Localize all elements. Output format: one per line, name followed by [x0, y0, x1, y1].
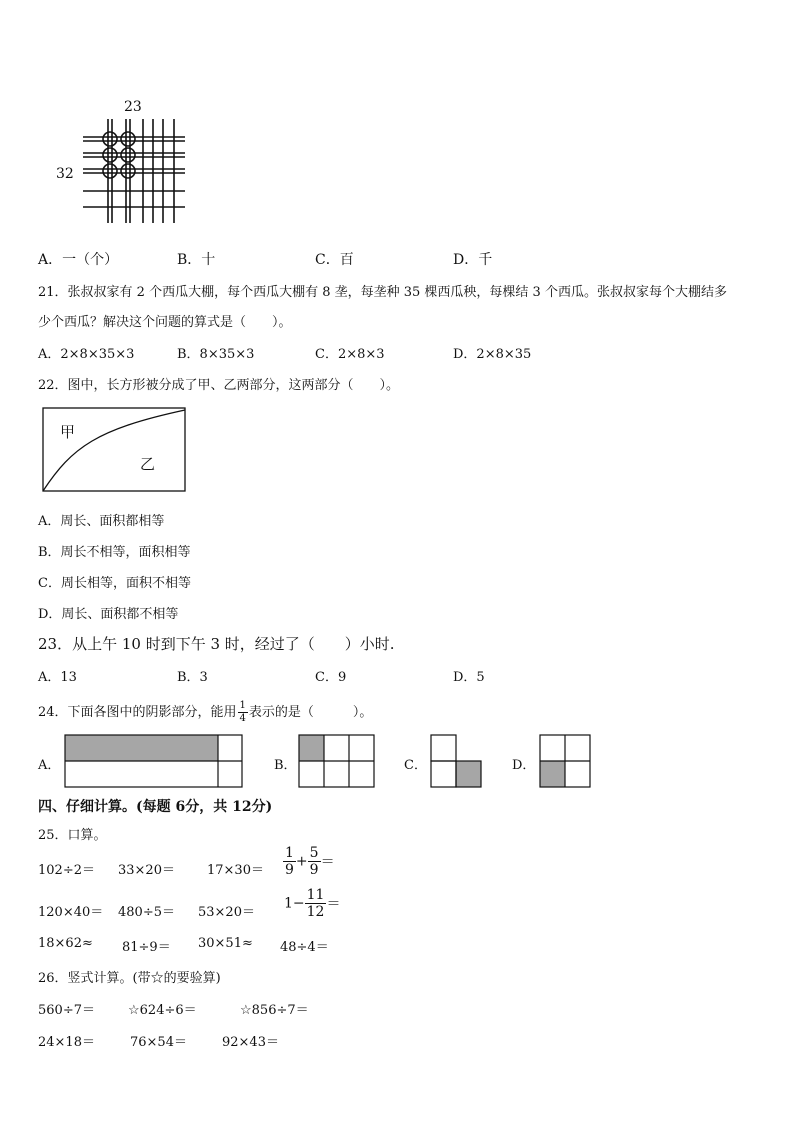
q24-option-b-label[interactable]: B．	[274, 758, 297, 773]
grid-left-label: 32	[56, 166, 74, 182]
q23-option-b[interactable]: B．3	[177, 670, 208, 685]
q23-stem: 23．从上午 10 时到下午 3 时，经过了（ ）小时.	[38, 635, 395, 653]
q23-option-a[interactable]: A．13	[38, 670, 77, 685]
calc-item: ☆856÷7＝	[240, 1003, 309, 1018]
fraction-denominator: 12	[306, 904, 325, 920]
q21-stem-line2: 少个西瓜？解决这个问题的算式是（ ）。	[38, 315, 292, 330]
shaded-cell	[540, 761, 565, 787]
calc-item: 24×18＝	[38, 1035, 95, 1050]
fraction-numerator: 1	[239, 700, 246, 711]
calc-item: 560÷7＝	[38, 1003, 95, 1018]
label-jia: 甲	[60, 423, 76, 441]
calc-item: 48÷4＝	[280, 940, 329, 955]
q20-option-b[interactable]: B．十	[177, 252, 216, 268]
calc-item: 33×20＝	[118, 863, 175, 878]
q24-option-a-label[interactable]: A．	[38, 758, 61, 773]
q22-option-d[interactable]: D．周长、面积都不相等	[38, 607, 179, 622]
q24-stem	[38, 701, 372, 724]
calc-item: 17×30＝	[207, 863, 264, 878]
q23-option-d[interactable]: D．5	[453, 670, 485, 685]
grid-top-label: 23	[124, 99, 142, 115]
q21-stem-line1: 21．张叔叔家有 2 个西瓜大棚，每个西瓜大棚有 8 垄，每垄种 35 棵西瓜秧，每棵结 3 个西瓜。张叔叔家每个大棚结多	[38, 285, 727, 300]
q25-stem: 25．口算。	[38, 828, 107, 843]
rectangle-split-figure	[42, 407, 186, 493]
fraction-numerator: 5	[309, 845, 319, 861]
q22-option-a[interactable]: A．周长、面积都相等	[38, 514, 165, 529]
calc-item: ☆624÷6＝	[128, 1003, 197, 1018]
q20-option-c[interactable]: C．百	[315, 252, 354, 268]
q24-stem-after: 表示的是（ ）。	[248, 705, 373, 720]
q20-option-a[interactable]: A．一（个）	[38, 252, 119, 268]
label-yi: 乙	[140, 455, 156, 473]
q22-stem: 22．图中，长方形被分成了甲、乙两部分，这两部分（ ）。	[38, 378, 400, 393]
shaded-cell	[299, 735, 324, 761]
fraction-c	[305, 888, 327, 919]
fraction-denominator: 4	[239, 713, 246, 724]
fraction-denominator: 9	[285, 862, 294, 878]
shaded-cell	[456, 761, 481, 787]
q22-option-c[interactable]: C．周长相等，面积不相等	[38, 576, 191, 591]
calc-item: 81÷9＝	[122, 940, 171, 955]
q24-option-d-label[interactable]: D．	[512, 758, 536, 773]
section-4-title: 四、仔细计算。(每题 6分，共 12分)	[38, 799, 273, 815]
calc-fraction-sum	[283, 846, 335, 877]
q21-option-a[interactable]: A．2×8×35×3	[38, 347, 135, 362]
q24-option-c-label[interactable]: C．	[404, 758, 427, 773]
calc-item: 18×62≈	[38, 936, 93, 951]
q21-option-c[interactable]: C．2×8×3	[315, 347, 385, 362]
q24-figure-c[interactable]	[430, 734, 484, 790]
q23-option-c[interactable]: C．9	[315, 670, 347, 685]
multiplication-grid-figure	[78, 115, 208, 225]
q24-figure-d[interactable]	[539, 734, 593, 790]
fraction-denominator: 9	[309, 862, 319, 878]
calc-item: 53×20＝	[198, 905, 255, 920]
calc-item: 76×54＝	[130, 1035, 187, 1050]
q21-option-d[interactable]: D．2×8×35	[453, 347, 532, 362]
one-quarter-fraction	[238, 701, 248, 724]
calc-fraction-difference	[284, 888, 340, 919]
q21-option-b[interactable]: B．8×35×3	[177, 347, 255, 362]
q20-option-d[interactable]: D．千	[453, 252, 493, 268]
q22-option-b[interactable]: B．周长不相等，面积相等	[38, 545, 191, 560]
q24-stem-before: 24．下面各图中的阴影部分，能用	[38, 705, 237, 720]
q24-figure-b[interactable]	[298, 734, 378, 790]
fraction-a	[283, 846, 296, 877]
one-minus: 1−	[284, 895, 305, 912]
fraction-b	[308, 846, 321, 877]
calc-item: 30×51≈	[198, 936, 253, 951]
calc-item: 102÷2＝	[38, 863, 95, 878]
calc-item: 480÷5＝	[118, 905, 175, 920]
equals-sign: ＝	[320, 854, 335, 871]
plus-sign: +	[295, 853, 308, 870]
fraction-numerator: 1	[285, 845, 294, 861]
fraction-numerator: 11	[306, 887, 325, 903]
calc-item: 120×40＝	[38, 905, 104, 920]
shaded-cell	[65, 735, 218, 761]
calc-item: 92×43＝	[222, 1035, 279, 1050]
q26-stem: 26．竖式计算。(带☆的要验算)	[38, 971, 221, 986]
q24-figure-a[interactable]	[64, 734, 244, 790]
equals-sign: ＝	[326, 896, 341, 913]
